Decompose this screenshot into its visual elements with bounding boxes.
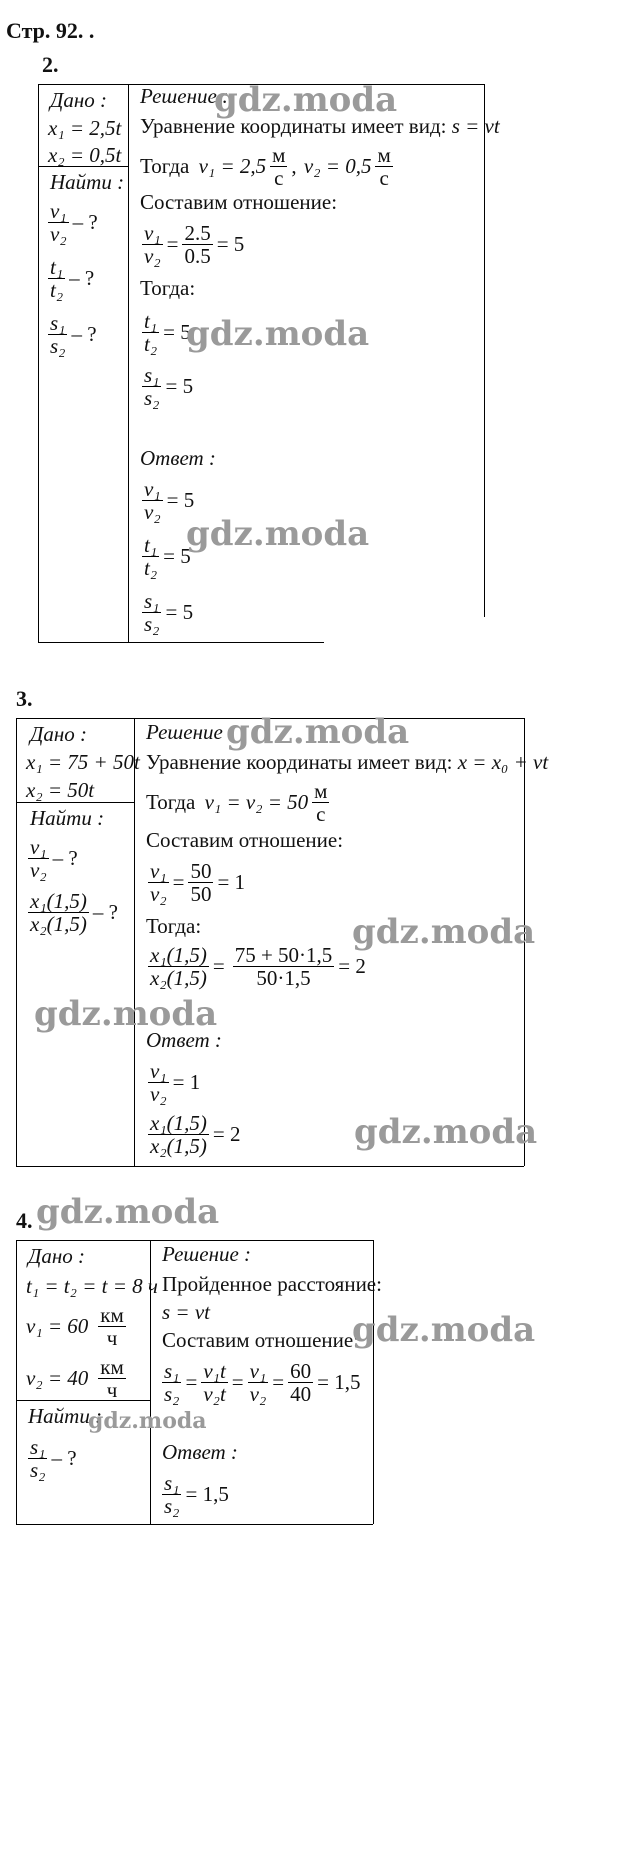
watermark: gdz.moda bbox=[186, 314, 370, 354]
task-4-distance-eq: s = vt bbox=[162, 1300, 210, 1324]
task-2-given-x2: x₂ = 0,5t bbox=[48, 143, 122, 167]
task-3-given-x1: x₁ = 75 + 50t bbox=[26, 750, 140, 774]
then-word: Тогда bbox=[146, 790, 196, 815]
numerator: x₁(1,5) bbox=[30, 889, 87, 913]
denominator: 50 bbox=[190, 882, 212, 907]
fraction bbox=[182, 222, 212, 267]
numerator: v₁ bbox=[144, 477, 161, 501]
numerator: t₁ bbox=[144, 309, 158, 333]
task-2-answer-label: Ответ : bbox=[140, 446, 216, 470]
denominator: v₂ bbox=[150, 882, 167, 907]
task-3-given-x2: x₂ = 50t bbox=[26, 778, 95, 802]
result: = 2 bbox=[338, 954, 366, 979]
denominator: x₂(1,5) bbox=[30, 912, 87, 937]
numerator: м bbox=[314, 779, 328, 803]
equals-sign: = bbox=[212, 954, 225, 979]
denominator: t₂ bbox=[50, 278, 64, 303]
fraction bbox=[188, 860, 213, 905]
fraction bbox=[148, 944, 209, 989]
fraction bbox=[142, 310, 159, 355]
task-3-ratio-eq bbox=[146, 860, 245, 905]
fraction bbox=[142, 222, 163, 267]
fraction bbox=[142, 478, 163, 523]
denominator: ч bbox=[106, 1326, 118, 1351]
task-3-answer-label: Ответ : bbox=[146, 1028, 222, 1052]
numerator: s₁ bbox=[164, 1359, 180, 1383]
task-3-coord-eq bbox=[146, 750, 548, 775]
numerator: v₁ bbox=[249, 1359, 267, 1383]
coord-eq-text: Уравнение координаты имеет вид: bbox=[146, 750, 453, 774]
task-2-then-s bbox=[140, 364, 193, 409]
numerator: t₁ bbox=[144, 533, 158, 557]
v1-value: v₁ = 2,5 bbox=[198, 154, 267, 179]
denominator: s₂ bbox=[50, 334, 66, 359]
numerator: v₁ bbox=[30, 835, 47, 859]
v-value: v₁ = v₂ = 50 bbox=[204, 790, 309, 815]
page-header: Стр. 92. . bbox=[6, 18, 95, 43]
task-2-then-t bbox=[140, 310, 191, 355]
watermark: gdz.moda bbox=[34, 994, 218, 1034]
denominator: t₂ bbox=[144, 556, 158, 581]
task-3-number: 3. bbox=[16, 686, 33, 711]
task-2-solution-label: Решение : bbox=[140, 84, 230, 108]
result: = 1,5 bbox=[317, 1370, 361, 1395]
numerator: м bbox=[272, 143, 286, 167]
fraction bbox=[288, 1360, 313, 1405]
numerator: t₁ bbox=[50, 255, 64, 279]
task-4-ratio-eq bbox=[160, 1360, 360, 1405]
numerator: v₁t bbox=[203, 1359, 226, 1383]
task-4-given-t: t₁ = t₂ = t = 8 ч bbox=[26, 1274, 158, 1298]
result: = 5 bbox=[216, 232, 245, 257]
task-2-ratio-eq bbox=[140, 222, 244, 267]
denominator: v₂ bbox=[144, 500, 161, 525]
fraction bbox=[148, 1112, 209, 1157]
result: = 5 bbox=[165, 374, 194, 399]
task-3-solution-label: Решение : bbox=[146, 720, 236, 744]
task-4-distance-text: Пройденное расстояние: bbox=[162, 1272, 382, 1296]
task-2-find-s bbox=[46, 312, 97, 357]
question-mark: – ? bbox=[52, 846, 78, 871]
denominator: x₂(1,5) bbox=[150, 1134, 207, 1159]
unit-fraction bbox=[375, 144, 392, 189]
task-2-find-label: Найти : bbox=[50, 170, 125, 194]
task-2-find-t bbox=[46, 256, 94, 301]
unit-fraction bbox=[98, 1356, 126, 1401]
result: = 1 bbox=[217, 870, 246, 895]
task-4-solution-label: Решение : bbox=[162, 1242, 252, 1266]
fraction bbox=[248, 1360, 269, 1405]
denominator: с bbox=[379, 166, 389, 191]
denominator: v₂ bbox=[144, 244, 161, 269]
task-3-answer-v bbox=[146, 1060, 200, 1105]
equals-sign: = bbox=[231, 1370, 244, 1395]
question-mark: – ? bbox=[71, 322, 97, 347]
equals-sign: = bbox=[172, 870, 185, 895]
numerator: v₁ bbox=[150, 859, 167, 883]
result: = 2 bbox=[212, 1122, 241, 1147]
fraction bbox=[201, 1360, 227, 1405]
task-3-ratio-label: Составим отношение: bbox=[146, 828, 344, 852]
unit-fraction bbox=[270, 144, 287, 189]
fraction bbox=[48, 312, 67, 357]
watermark: gdz.moda bbox=[186, 514, 370, 554]
result: = 5 bbox=[166, 488, 195, 513]
numerator: 75 + 50·1,5 bbox=[234, 943, 333, 967]
v2-value: v₂ = 0,5 bbox=[303, 154, 372, 179]
numerator: s₁ bbox=[144, 589, 160, 613]
fraction bbox=[142, 364, 161, 409]
fraction bbox=[148, 860, 169, 905]
denominator: v₂ bbox=[30, 858, 47, 883]
numerator: 2.5 bbox=[184, 221, 211, 245]
coord-eq-formula: x = x₀ + vt bbox=[457, 750, 549, 774]
fraction bbox=[28, 1436, 47, 1481]
fraction bbox=[48, 200, 69, 245]
fraction bbox=[142, 590, 161, 635]
task-2-find-v bbox=[46, 200, 98, 245]
denominator: s₂ bbox=[164, 1494, 180, 1519]
numerator: x₁(1,5) bbox=[150, 943, 207, 967]
task-4-answer-s bbox=[160, 1472, 229, 1517]
task-2-answer-s bbox=[140, 590, 193, 635]
task-3-find-v bbox=[26, 836, 78, 881]
denominator: v₂ bbox=[249, 1382, 267, 1407]
watermark: gdz.moda bbox=[36, 1192, 220, 1232]
task-2-velocities: Тогда v₁ = 2,5 $\frac{м}{с}$ , v₂ = 0,5 $\frac{м}{с}$ bbox=[140, 143, 391, 191]
task-3-velocities bbox=[146, 780, 331, 825]
denominator: v₂ bbox=[50, 222, 67, 247]
task-2-number: 2. bbox=[42, 52, 59, 77]
numerator: v₁ bbox=[144, 221, 161, 245]
denominator: ч bbox=[106, 1378, 118, 1403]
numerator: 50 bbox=[190, 859, 212, 883]
result: = 5 bbox=[163, 544, 191, 569]
numerator: s₁ bbox=[30, 1435, 46, 1459]
fraction bbox=[142, 534, 159, 579]
denominator: с bbox=[316, 802, 326, 827]
task-2-ratio-label: Составим отношение: bbox=[140, 190, 338, 214]
task-4-ratio-label: Составим отношение: bbox=[162, 1328, 360, 1352]
task-4-answer-label: Ответ : bbox=[162, 1440, 238, 1464]
denominator: v₂t bbox=[203, 1382, 226, 1407]
fraction bbox=[162, 1360, 181, 1405]
task-3-given-label: Дано : bbox=[30, 722, 88, 746]
fraction bbox=[162, 1472, 181, 1517]
denominator: s₂ bbox=[164, 1382, 180, 1407]
task-4-find-s bbox=[26, 1436, 77, 1481]
equals-sign: = bbox=[166, 232, 179, 257]
numerator: км bbox=[100, 1303, 124, 1327]
task-4-given-v2 bbox=[26, 1356, 128, 1401]
task-4-number: 4. bbox=[16, 1208, 33, 1233]
task-2-given-label: Дано : bbox=[50, 88, 108, 112]
unit-fraction bbox=[98, 1304, 126, 1349]
denominator: v₂ bbox=[150, 1082, 167, 1107]
task-3-find-label: Найти : bbox=[30, 806, 105, 830]
v1-value: v₁ = 60 bbox=[26, 1314, 89, 1339]
watermark: gdz.moda bbox=[88, 1408, 207, 1434]
task-2-then-label: Тогда: bbox=[140, 276, 196, 300]
equals-sign: = bbox=[185, 1370, 198, 1395]
task-2-answer-t bbox=[140, 534, 191, 579]
watermark: gdz.moda bbox=[352, 1310, 536, 1350]
fraction bbox=[233, 944, 335, 989]
numerator: x₁(1,5) bbox=[150, 1111, 207, 1135]
task-3-answer-x bbox=[146, 1112, 240, 1157]
watermark: gdz.moda bbox=[354, 1112, 538, 1152]
denominator: с bbox=[274, 166, 284, 191]
then-word: Тогда bbox=[140, 154, 190, 179]
watermark: gdz.moda bbox=[214, 80, 398, 120]
task-2-given-x1: x₁ = 2,5t bbox=[48, 116, 122, 140]
result: = 1 bbox=[172, 1070, 201, 1095]
numerator: v₁ bbox=[50, 199, 67, 223]
unit-fraction bbox=[312, 780, 329, 825]
watermark: gdz.moda bbox=[352, 912, 536, 952]
task-4-given-label: Дано : bbox=[28, 1244, 86, 1268]
denominator: x₂(1,5) bbox=[150, 966, 207, 991]
task-3-then-label: Тогда: bbox=[146, 914, 202, 938]
denominator: 0.5 bbox=[184, 244, 211, 269]
coord-eq-formula: s = vt bbox=[451, 114, 500, 138]
numerator: v₁ bbox=[150, 1059, 167, 1083]
equals-sign: = bbox=[272, 1370, 285, 1395]
numerator: s₁ bbox=[144, 363, 160, 387]
result: = 1,5 bbox=[185, 1482, 229, 1507]
question-mark: – ? bbox=[69, 266, 95, 291]
question-mark: – ? bbox=[51, 1446, 77, 1471]
question-mark: – ? bbox=[72, 210, 98, 235]
denominator: t₂ bbox=[144, 332, 158, 357]
question-mark: – ? bbox=[92, 900, 118, 925]
coord-eq-text: Уравнение координаты имеет вид: bbox=[140, 114, 447, 138]
fraction bbox=[148, 1060, 169, 1105]
denominator: s₂ bbox=[144, 386, 160, 411]
denominator: s₂ bbox=[30, 1458, 46, 1483]
numerator: s₁ bbox=[50, 311, 66, 335]
watermark: gdz.moda bbox=[226, 712, 410, 752]
numerator: м bbox=[377, 143, 391, 167]
task-4-given-v1 bbox=[26, 1304, 128, 1349]
fraction bbox=[28, 836, 49, 881]
numerator: 60 bbox=[290, 1359, 312, 1383]
denominator: 40 bbox=[290, 1382, 312, 1407]
fraction bbox=[28, 890, 89, 935]
task-3-find-x bbox=[26, 890, 118, 935]
result: = 5 bbox=[163, 320, 191, 345]
task-3-then-x bbox=[146, 944, 366, 989]
result: = 5 bbox=[165, 600, 194, 625]
numerator: км bbox=[100, 1355, 124, 1379]
fraction bbox=[48, 256, 65, 301]
task-4-find-label: Найти : bbox=[28, 1404, 103, 1428]
denominator: s₂ bbox=[144, 612, 160, 637]
v2-value: v₂ = 40 bbox=[26, 1366, 89, 1391]
denominator: 50·1,5 bbox=[256, 966, 311, 991]
numerator: s₁ bbox=[164, 1471, 180, 1495]
